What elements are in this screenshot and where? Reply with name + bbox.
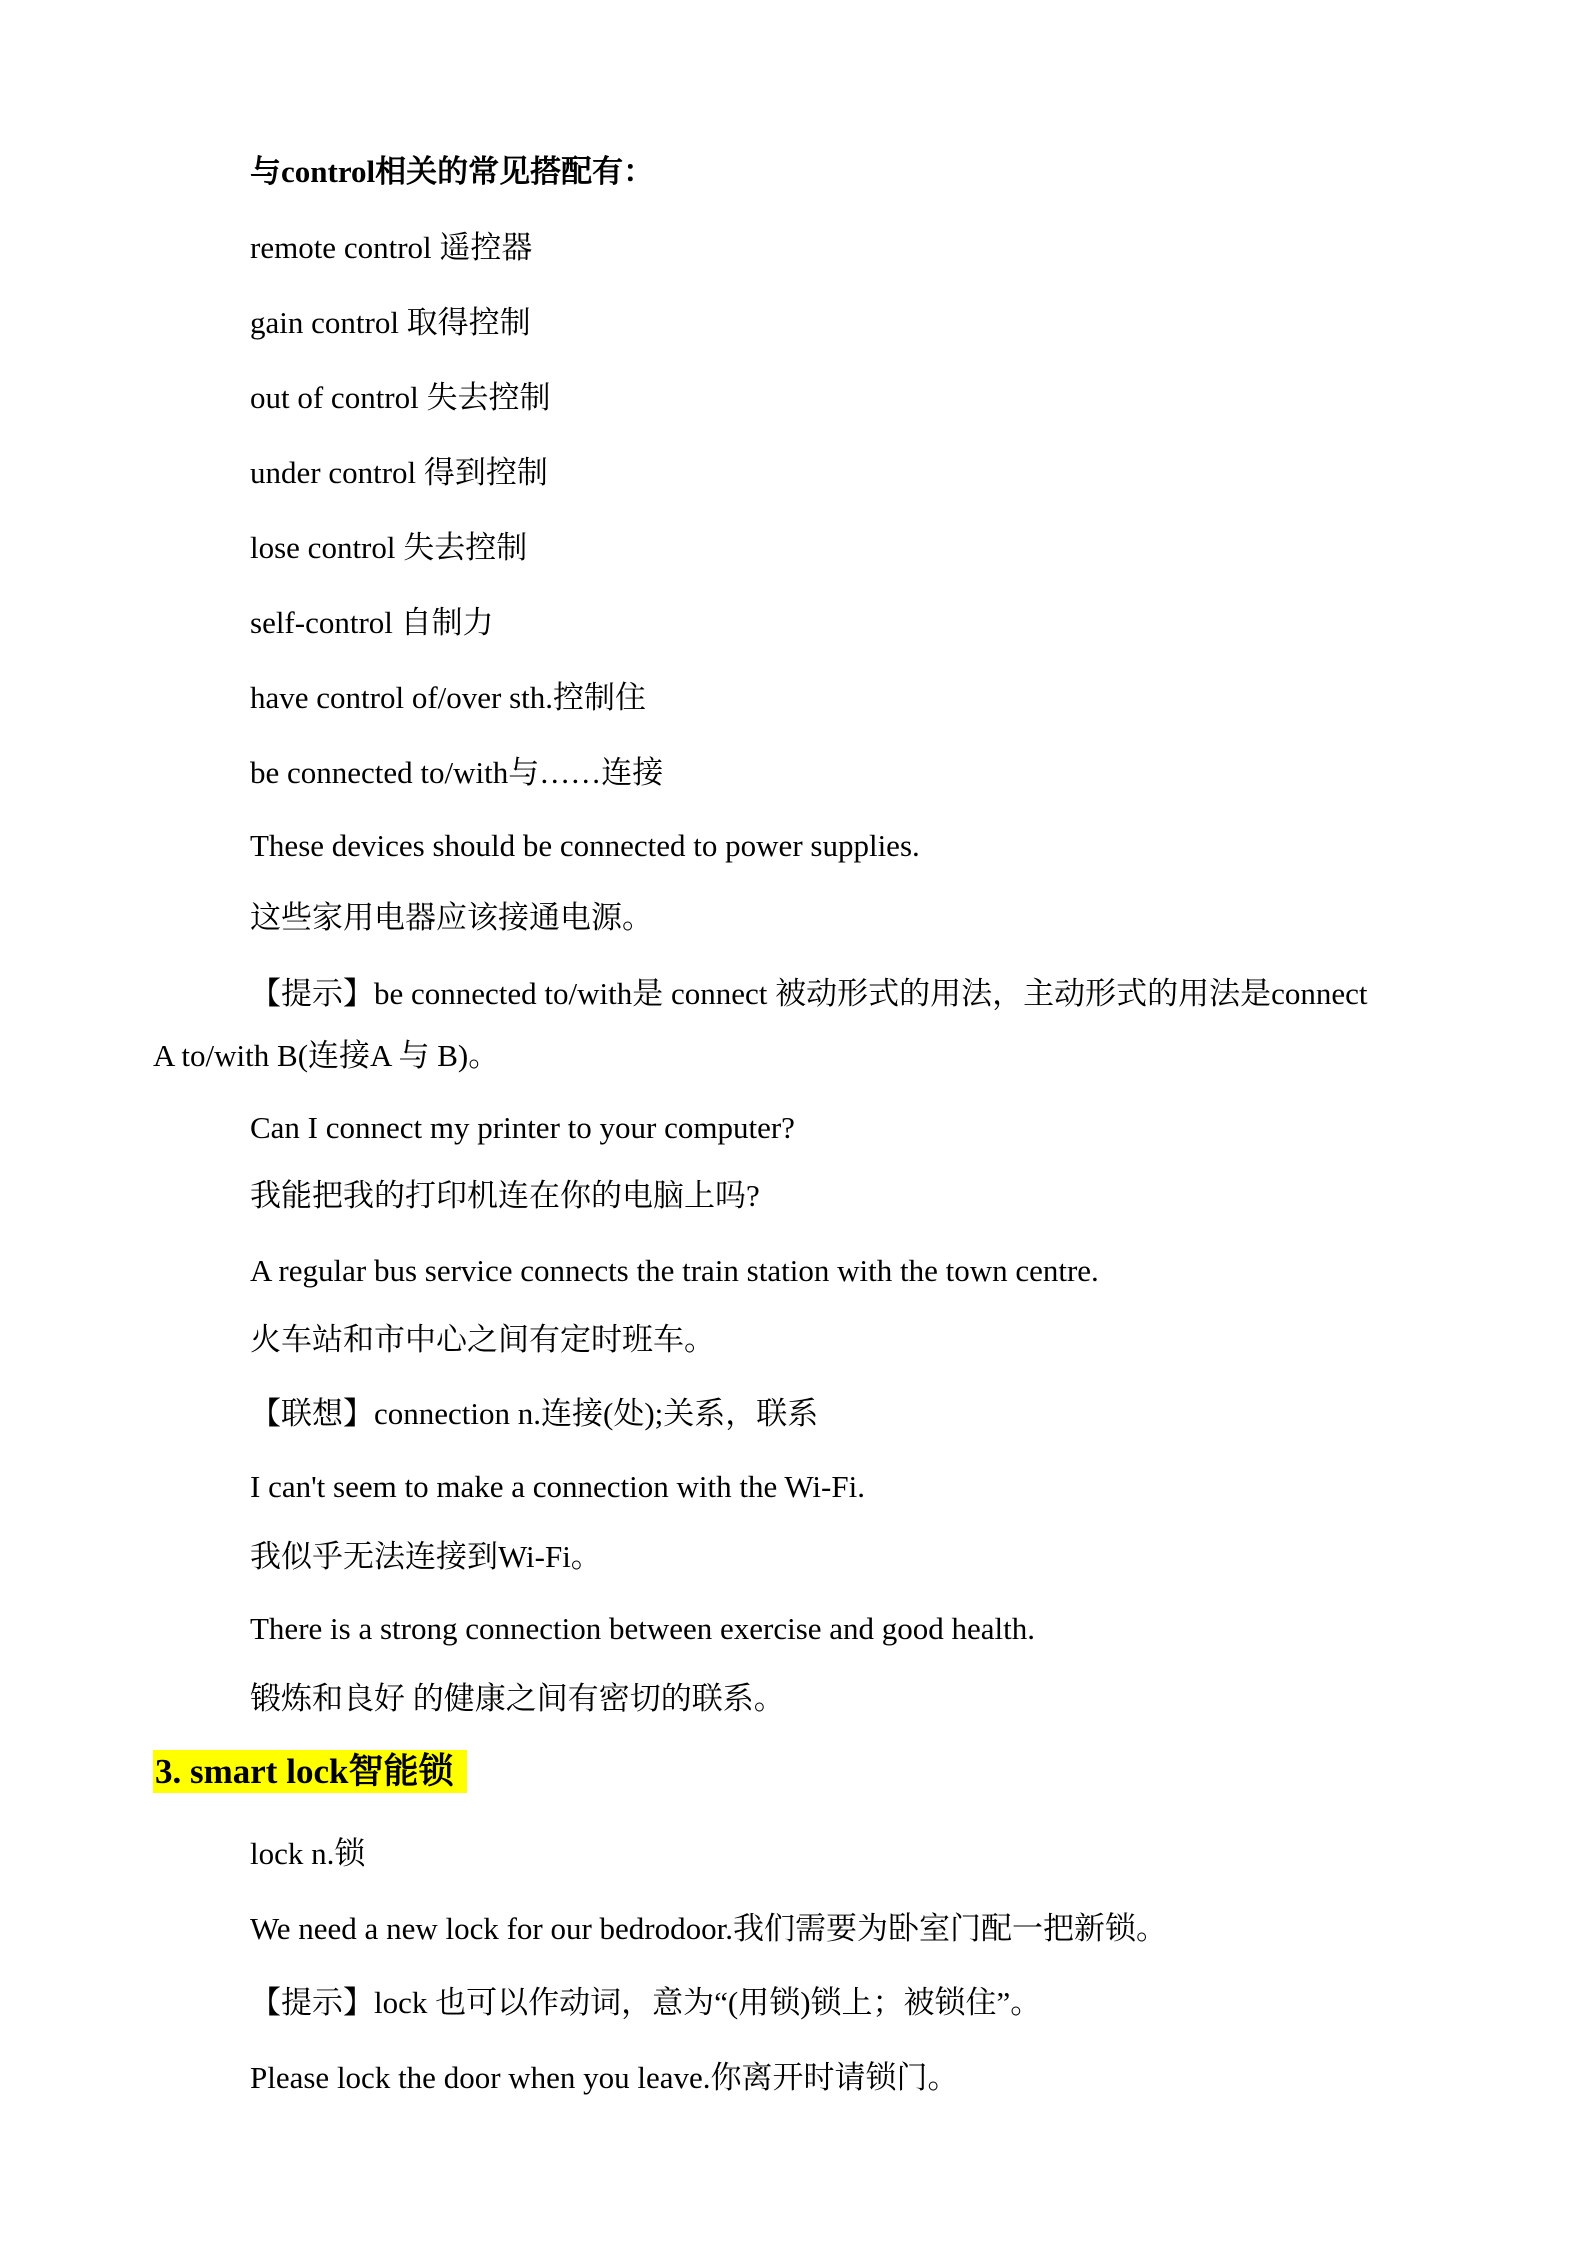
example-sentence-zh: 火车站和市中心之间有定时班车。	[250, 1322, 715, 1357]
connect-phrase: be connected to/with与……连接	[250, 755, 664, 790]
example-sentence: We need a new lock for our bedrodoor.我们需要为卧室门配一把新锁。	[250, 1911, 1167, 1946]
collocation-item: remote control 遥控器	[250, 230, 533, 265]
collocation-item: under control 得到控制	[250, 455, 548, 490]
example-sentence-zh: 这些家用电器应该接通电源。	[250, 900, 653, 935]
tip-line-2: A to/with B(连接A 与 B)。	[153, 1038, 500, 1073]
example-sentence: Please lock the door when you leave.你离开时请锁门。	[250, 2060, 959, 2095]
example-sentence-en: There is a strong connection between exercise and good health.	[250, 1611, 1036, 1646]
example-sentence-en: I can't seem to make a connection with the Wi-Fi.	[250, 1469, 865, 1504]
example-sentence-en: These devices should be connected to power supplies.	[250, 828, 920, 863]
collocation-item: gain control 取得控制	[250, 305, 531, 340]
section-heading	[153, 1752, 467, 1792]
definition: lock n.锁	[250, 1836, 366, 1871]
collocation-item: lose control 失去控制	[250, 530, 528, 565]
collocation-item: self-control 自制力	[250, 605, 494, 640]
example-sentence-zh: 我能把我的打印机连在你的电脑上吗?	[250, 1178, 760, 1213]
tip-line-1: 【提示】be connected to/with是 connect 被动形式的用法，主动形式的用法是connect	[250, 976, 1368, 1011]
collocation-item: out of control 失去控制	[250, 380, 551, 415]
control-heading: 与control相关的常见搭配有：	[250, 154, 655, 189]
example-sentence-zh: 我似乎无法连接到Wi-Fi。	[250, 1539, 602, 1574]
tip-note: 【提示】lock 也可以作动词，意为“(用锁)锁上；被锁住”。	[250, 1985, 1042, 2020]
collocation-item: have control of/over sth.控制住	[250, 680, 647, 715]
association-note: 【联想】connection n.连接(处);关系，联系	[250, 1396, 819, 1431]
example-sentence-en: A regular bus service connects the train station with the town centre.	[250, 1253, 1099, 1288]
section-heading-text: 3. smart lock智能锁	[153, 1750, 467, 1793]
example-sentence-zh: 锻炼和良好 的健康之间有密切的联系。	[250, 1681, 785, 1716]
example-sentence-en: Can I connect my printer to your computer?	[250, 1110, 795, 1145]
